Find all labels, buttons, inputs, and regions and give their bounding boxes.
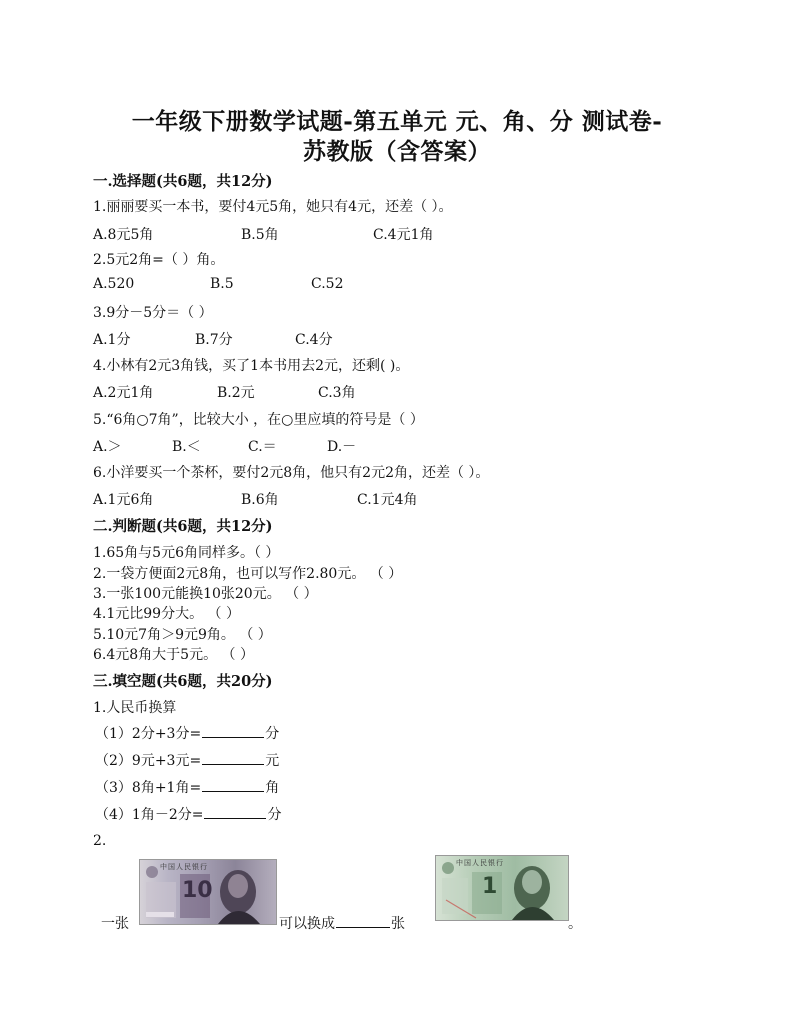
option-b: B.6角 [241, 492, 279, 508]
fill-part-text: （1）2分+3分= [95, 726, 202, 742]
option-b: B.2元 [217, 385, 255, 401]
question-stem: 1.丽丽要买一本书，要付4元5角，她只有4元，还差（ ）。 [93, 199, 453, 215]
question-stem: 3.9分－5分＝（ ） [93, 305, 213, 321]
option-b: B.5角 [241, 227, 279, 243]
question-stem: 4.小林有2元3角钱，买了1本书用去2元，还剩( )。 [93, 358, 410, 374]
question-number: 2. [93, 833, 107, 849]
question-stem: 6.小洋要买一个茶杯，要付2元8角，他只有2元2角，还差（ ）。 [93, 465, 490, 481]
judgment-item: 4.1元比99分大。 （ ） [93, 606, 240, 622]
option-c: C.1元4角 [357, 492, 418, 508]
option-a: A.520 [93, 276, 135, 292]
fill-part-text: （4）1角－2分= [95, 807, 204, 823]
option-c: C.4元1角 [373, 227, 434, 243]
fill-part [95, 804, 281, 824]
fill-part [95, 777, 279, 797]
option-a: A.8元5角 [93, 227, 154, 243]
ten-yuan-banknote-image [139, 859, 277, 925]
judgment-item: 1.65角与5元6角同样多。（ ） [93, 545, 280, 561]
option-b: B.5 [210, 276, 234, 292]
answer-blank[interactable] [202, 723, 264, 738]
fill-part [95, 750, 279, 770]
section-heading-judgment: 二.判断题(共6题，共12分) [93, 518, 273, 535]
judgment-item: 5.10元7角＞9元9角。 （ ） [93, 627, 272, 643]
page-title-line2: 苏教版（含答案） [303, 138, 491, 165]
option-c: C.3角 [318, 385, 356, 401]
fill-part-unit: 分 [265, 726, 280, 742]
judgment-item: 6.4元8角大于5元。 （ ） [93, 647, 254, 663]
option-a: A.1分 [93, 332, 131, 348]
fill-text-post: 张 [391, 916, 405, 932]
ten-yuan-denomination: 10 [182, 878, 213, 903]
answer-blank[interactable] [202, 777, 264, 792]
banknote-header: 中国人民银行 [160, 863, 208, 871]
page-title-line1: 一年级下册数学试题-第五单元 元、角、分 测试卷- [131, 108, 663, 135]
answer-blank[interactable] [336, 913, 390, 928]
option-d: D.－ [327, 439, 357, 455]
option-c: C.4分 [295, 332, 333, 348]
option-c: C.＝ [248, 439, 277, 455]
fill-part-unit: 角 [265, 780, 280, 796]
option-a: A.＞ [93, 439, 122, 455]
fill-part [95, 723, 279, 743]
option-c: C.52 [311, 276, 344, 292]
question-stem: 5.“6角○7角”，比较大小 ，在○里应填的符号是（ ） [93, 412, 424, 428]
option-b: B.＜ [172, 439, 201, 455]
option-a: A.2元1角 [93, 385, 154, 401]
answer-blank[interactable] [202, 750, 264, 765]
banknote-header: 中国人民银行 [456, 859, 504, 867]
one-yuan-banknote-image [435, 855, 569, 921]
fill-part-text: （3）8角+1角= [95, 780, 202, 796]
option-a: A.1元6角 [93, 492, 154, 508]
judgment-item: 2.一袋方便面2元8角，也可以写作2.80元。 （ ） [93, 566, 403, 582]
sentence-end-period: 。 [568, 916, 582, 932]
fill-text-one-note: 一张 [101, 916, 129, 932]
fill-part-unit: 分 [267, 807, 282, 823]
question-stem: 1.人民币换算 [93, 700, 177, 716]
question-stem: 2.5元2角=（ ）角。 [93, 252, 225, 268]
section-heading-fill: 三.填空题(共6题，共20分) [93, 673, 273, 690]
fill-text-can-exchange [279, 913, 405, 933]
answer-blank[interactable] [204, 804, 266, 819]
section-heading-choice: 一.选择题(共6题，共12分) [93, 173, 273, 190]
fill-part-text: （2）9元+3元= [95, 753, 202, 769]
option-b: B.7分 [195, 332, 233, 348]
judgment-item: 3.一张100元能换10张20元。 （ ） [93, 586, 318, 602]
fill-text-mid: 可以换成 [279, 916, 335, 932]
one-yuan-denomination: 1 [482, 874, 498, 899]
fill-part-unit: 元 [265, 753, 280, 769]
